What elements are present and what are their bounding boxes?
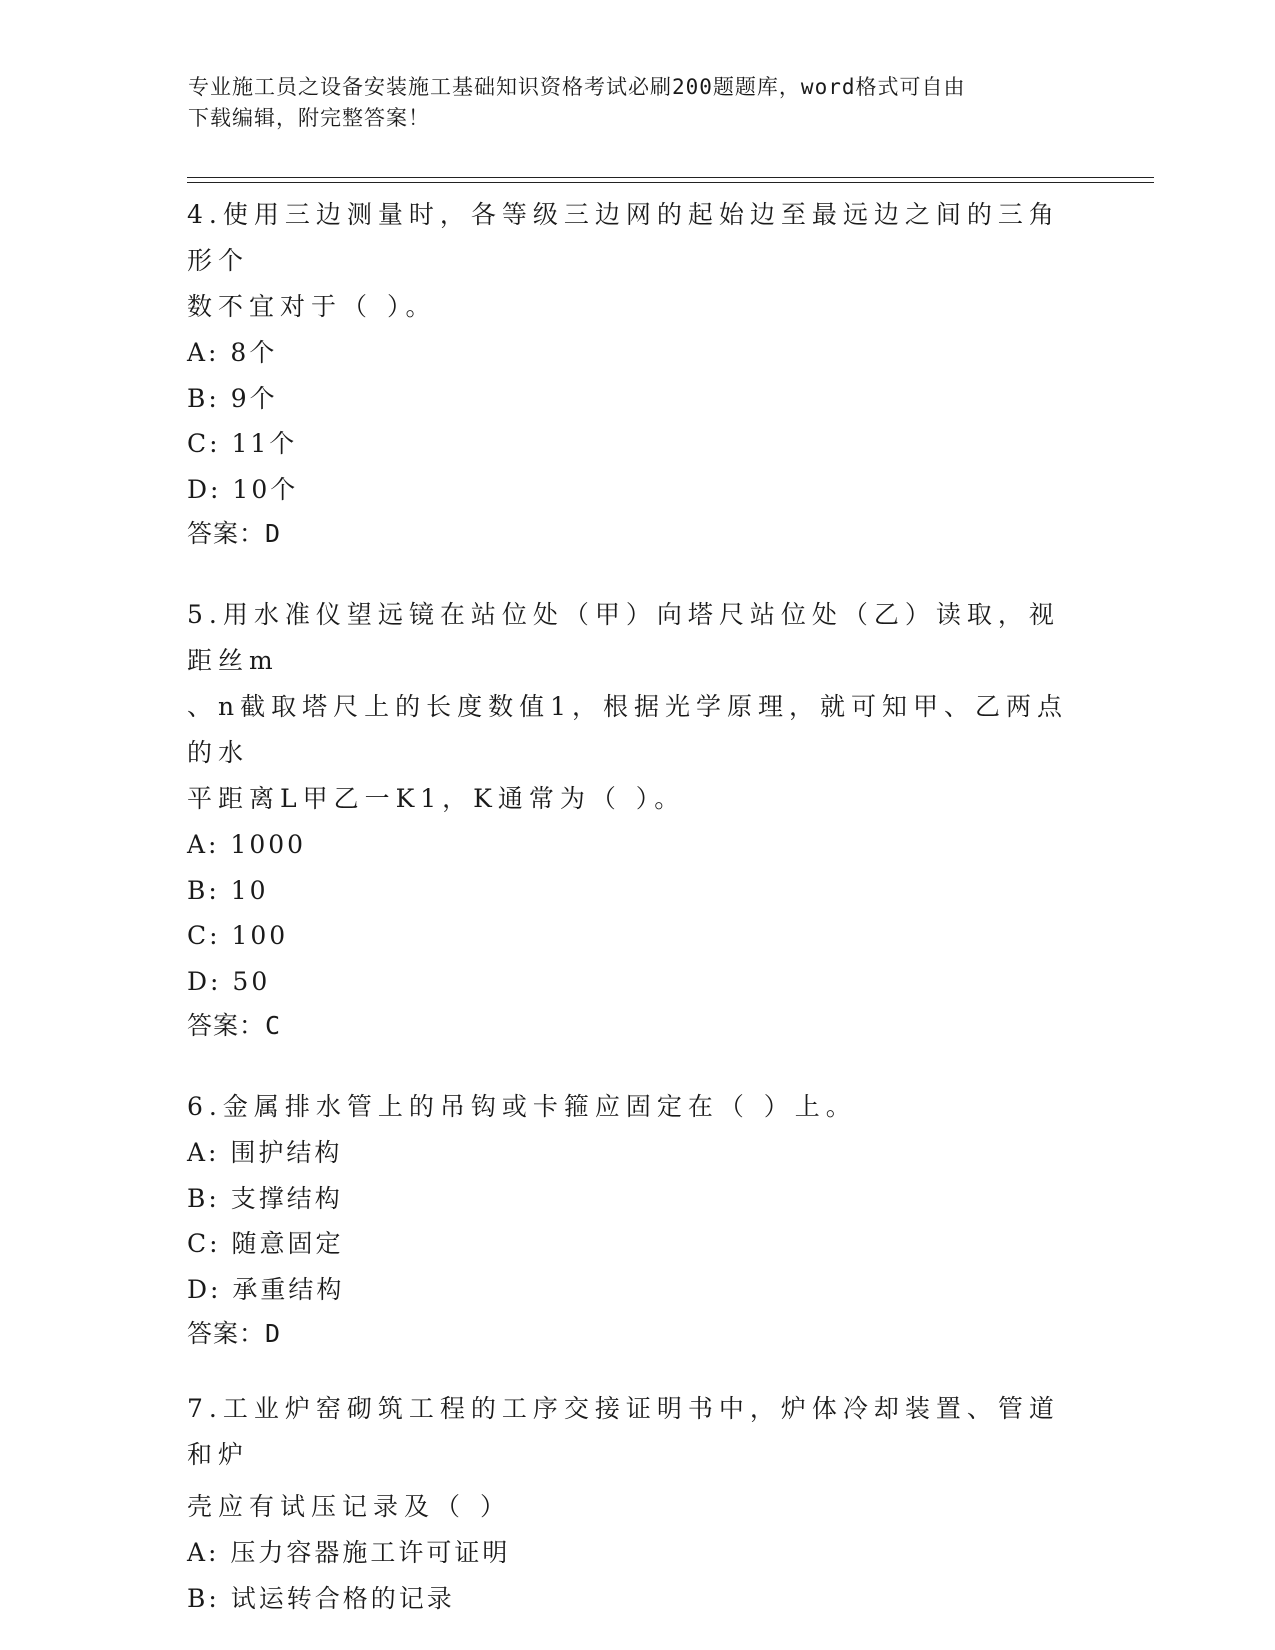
question-5 bbox=[187, 592, 1087, 1048]
question-7 bbox=[187, 1386, 1087, 1621]
question-stem-line: 5.用水准仪望远镜在站位处（甲）向塔尺站位处（乙）读取，视距丝m bbox=[187, 600, 1060, 675]
option-d: D: 承重结构 bbox=[187, 1274, 345, 1304]
option-b: B: 9个 bbox=[187, 383, 278, 413]
question-6 bbox=[187, 1084, 1087, 1356]
option-b: B: 10 bbox=[187, 875, 269, 905]
header-line-2: 下载编辑，附完整答案！ bbox=[188, 106, 430, 130]
option-d: D: 10个 bbox=[187, 474, 299, 504]
question-stem-line: 平距离L甲乙一K1，K通常为（ ）。 bbox=[187, 784, 686, 813]
option-a: A: 围护结构 bbox=[187, 1138, 343, 1167]
question-stem-line: 数不宜对于（ ）。 bbox=[187, 292, 437, 321]
option-d: D: 50 bbox=[187, 966, 271, 996]
option-b: B: 支撑结构 bbox=[187, 1183, 343, 1213]
option-a: A: 1000 bbox=[187, 830, 307, 859]
option-b: B: 试运转合格的记录 bbox=[187, 1583, 455, 1613]
question-stem-line: 4.使用三边测量时，各等级三边网的起始边至最远边之间的三角形个 bbox=[187, 200, 1060, 275]
question-4 bbox=[187, 192, 1087, 556]
option-c: C: 100 bbox=[187, 921, 289, 950]
document-header bbox=[188, 72, 1088, 134]
answer-line: 答案：C bbox=[187, 1011, 282, 1040]
question-stem-line: 7.工业炉窑砌筑工程的工序交接证明书中，炉体冷却装置、管道和炉 bbox=[187, 1394, 1060, 1469]
header-line-1: 专业施工员之设备安装施工基础知识资格考试必刷200题题库，word格式可自由 bbox=[188, 75, 966, 99]
option-c: C: 11个 bbox=[187, 429, 298, 458]
question-stem-line: 6.金属排水管上的吊钩或卡箍应固定在（ ）上。 bbox=[187, 1092, 857, 1121]
answer-line: 答案：D bbox=[187, 1319, 282, 1348]
question-stem-line: 、n截取塔尺上的长度数值1，根据光学原理，就可知甲、乙两点的水 bbox=[187, 692, 1069, 767]
question-list bbox=[187, 192, 1087, 1643]
header-divider-top bbox=[187, 177, 1154, 178]
answer-line: 答案：D bbox=[187, 519, 282, 548]
option-a: A: 压力容器施工许可证明 bbox=[187, 1538, 511, 1567]
question-stem-line: 壳应有试压记录及（ ） bbox=[187, 1492, 511, 1521]
option-c: C: 随意固定 bbox=[187, 1229, 344, 1258]
option-a: A: 8个 bbox=[187, 338, 278, 367]
header-divider-bottom bbox=[187, 182, 1154, 183]
